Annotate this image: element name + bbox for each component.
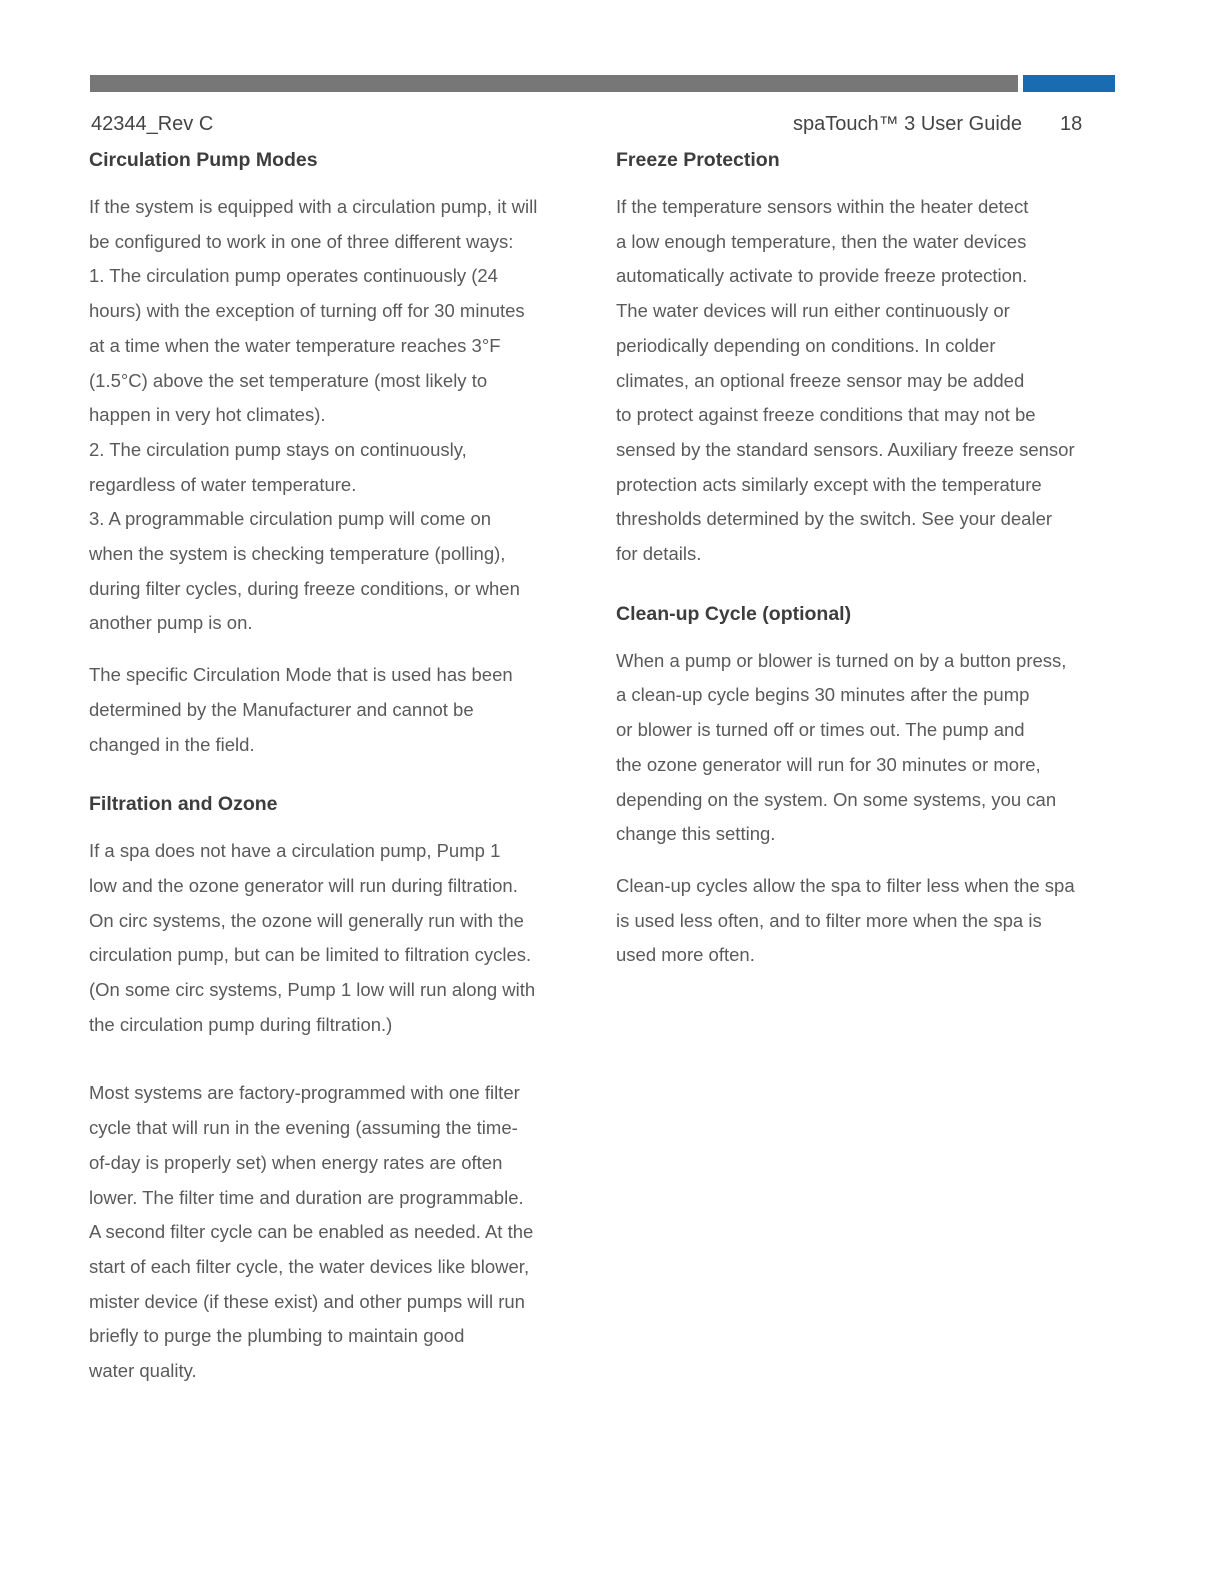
document-id: 42344_Rev C [91,113,214,135]
text-line: The water devices will run either continuously or [616,300,1010,322]
text-line: climates, an optional freeze sensor may be added [616,369,1025,391]
text-line: The specific Circulation Mode that is used has been [89,664,513,686]
text-line: change this setting. [616,823,776,845]
text-line: for details. [616,543,702,565]
text-line: or blower is turned off or times out. The pump and [616,719,1025,741]
text-line: cycle that will run in the evening (assuming the time- [89,1117,518,1139]
text-line: thresholds determined by the switch. See your dealer [616,508,1053,530]
circulation-mode-1 [89,259,594,433]
text-line: 2. The circulation pump stays on continuously, [89,438,467,460]
text-line: When a pump or blower is turned on by a button press, [616,649,1067,671]
filtration-paragraph-2 [89,1076,594,1388]
text-line: of-day is properly set) when energy rates are often [89,1151,503,1173]
text-line: Clean-up cycles allow the spa to filter less when the spa [616,874,1075,896]
text-line: to protect against freeze conditions that may not be [616,404,1036,426]
text-line: hours) with the exception of turning off for 30 minutes [89,300,525,322]
text-line: A second filter cycle can be enabled as needed. At the [89,1221,534,1243]
text-line: depending on the system. On some systems, you can [616,788,1057,810]
filtration-paragraph-1 [89,834,594,1042]
text-line: If the temperature sensors within the heater detect [616,196,1029,217]
text-line: sensed by the standard sensors. Auxiliary freeze sensor [616,438,1075,460]
text-line: during filter cycles, during freeze conditions, or when [89,577,520,599]
text-line: regardless of water temperature. [89,473,357,495]
text-line: happen in very hot climates). [89,404,326,426]
text-line: be configured to work in one of three different ways: [89,230,514,252]
text-line: If the system is equipped with a circulation pump, it will [89,196,538,217]
text-line: water quality. [89,1360,197,1382]
text-line: periodically depending on conditions. In colder [616,334,996,356]
text-line: 1. The circulation pump operates continuously (24 [89,265,498,287]
text-line: changed in the field. [89,733,255,755]
freeze-protection-paragraph [616,190,1121,572]
cleanup-cycle-heading: Clean-up Cycle (optional) [616,602,852,625]
text-line: the ozone generator will run for 30 minutes or more, [616,753,1041,775]
guide-title: spaTouch™ 3 User Guide [793,113,1023,135]
text-line: automatically activate to provide freeze protection. [616,265,1028,287]
text-line: is used less often, and to filter more when the spa is [616,909,1042,931]
text-line: mister device (if these exist) and other pumps will run [89,1290,525,1312]
circulation-mode-2 [89,433,594,502]
cleanup-paragraph-1 [616,644,1121,852]
cleanup-paragraph-2 [616,869,1121,973]
header-bar-blue [1023,75,1115,92]
text-line: On circ systems, the ozone will generally run with the [89,909,524,931]
freeze-protection-heading: Freeze Protection [616,149,780,171]
text-line: used more often. [616,944,755,966]
text-line: determined by the Manufacturer and cannot be [89,698,474,720]
header-bar-gray [90,75,1018,92]
text-line: lower. The filter time and duration are programmable. [89,1186,524,1208]
page-number: 18 [1060,113,1083,135]
text-line: circulation pump, but can be limited to filtration cycles. [89,944,532,966]
text-line: briefly to purge the plumbing to maintain good [89,1325,465,1347]
text-line: protection acts similarly except with the temperature [616,473,1042,495]
text-line: when the system is checking temperature (polling), [89,543,506,565]
text-line: (On some circ systems, Pump 1 low will run along with [89,979,536,1001]
right-column [616,146,1121,973]
circulation-specific-paragraph [89,658,594,762]
circulation-pump-modes-heading: Circulation Pump Modes [89,149,318,171]
text-line: a clean-up cycle begins 30 minutes after the pump [616,684,1030,706]
left-column [89,146,594,1389]
text-line: at a time when the water temperature reaches 3°F [89,334,501,356]
text-line: 3. A programmable circulation pump will come on [89,508,492,530]
text-line: (1.5°C) above the set temperature (most likely to [89,369,488,391]
text-line: Most systems are factory-programmed with one filter [89,1082,520,1104]
filtration-ozone-heading: Filtration and Ozone [89,793,278,816]
circulation-mode-3 [89,502,594,641]
circulation-intro-paragraph [89,190,594,259]
text-line: low and the ozone generator will run during filtration. [89,874,518,896]
text-line: If a spa does not have a circulation pump, Pump 1 [89,840,501,862]
text-line: the circulation pump during filtration.) [89,1013,393,1035]
text-line: start of each filter cycle, the water devices like blower, [89,1255,530,1277]
text-line: a low enough temperature, then the water devices [616,230,1027,252]
text-line: another pump is on. [89,612,253,634]
